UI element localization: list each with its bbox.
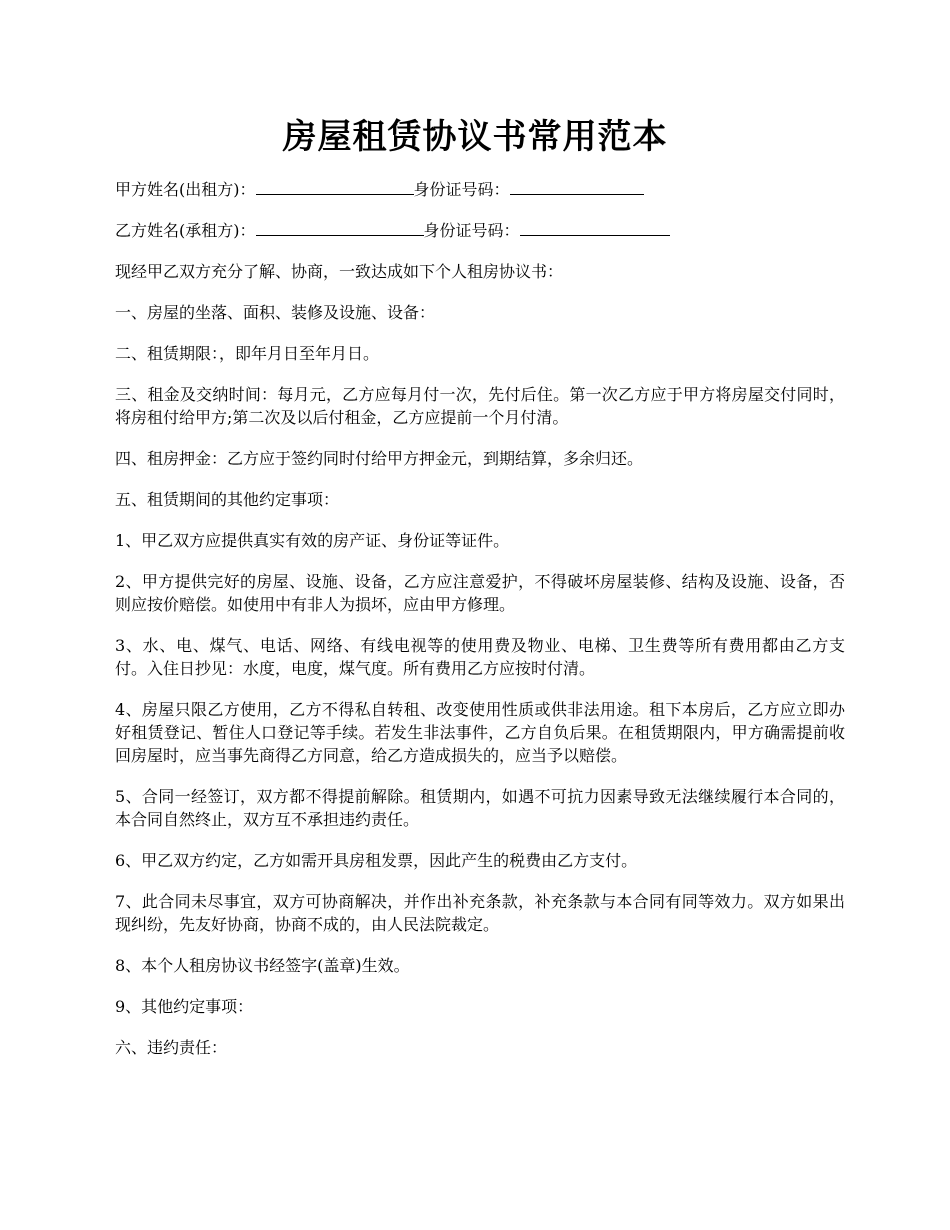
paragraph-intro: 现经甲乙双方充分了解、协商，一致达成如下个人租房协议书： — [115, 262, 564, 281]
party-b-name-blank[interactable] — [256, 219, 424, 236]
party-a-id-label: 身份证号码： — [413, 180, 510, 199]
paragraph-section-6: 六、违约责任： — [115, 1038, 228, 1057]
party-a-line — [115, 178, 845, 201]
paragraph-section-3: 三、租金及交纳时间：每月元，乙方应每月付一次，先付后住。第一次乙方应于甲方将房屋交付同时，将房租付给甲方;第二次及以后付租金，乙方应提前一个月付清。 — [115, 385, 845, 427]
paragraph-section-2: 二、租赁期限：，即年月日至年月日。 — [115, 344, 380, 363]
paragraph-item-4: 4、房屋只限乙方使用，乙方不得私自转租、改变使用性质或供非法用途。租下本房后，乙方应立即办好租赁登记、暂住人口登记等手续。若发生非法事件，乙方自负后果。在租赁期限内，甲方确需提前收回房屋时，应当事先商得乙方同意，给乙方造成损失的，应当予以赔偿。 — [115, 700, 845, 765]
party-b-line — [115, 219, 845, 242]
paragraph-item-6: 6、甲乙双方约定，乙方如需开具房租发票，因此产生的税费由乙方支付。 — [115, 851, 638, 870]
document-title: 房屋租赁协议书常用范本 — [282, 117, 668, 157]
paragraph-item-1: 1、甲乙双方应提供真实有效的房产证、身份证等证件。 — [115, 531, 510, 550]
party-b-id-blank[interactable] — [520, 219, 670, 236]
paragraph-item-2: 2、甲方提供完好的房屋、设施、设备，乙方应注意爱护，不得破坏房屋装修、结构及设施、设备，否则应按价赔偿。如使用中有非人为损坏，应由甲方修理。 — [115, 572, 845, 614]
party-a-id-blank[interactable] — [510, 178, 644, 195]
paragraph-item-5: 5、合同一经签订，双方都不得提前解除。租赁期内，如遇不可抗力因素导致无法继续履行本合同的，本合同自然终止，双方互不承担违约责任。 — [115, 787, 845, 829]
party-a-name-blank[interactable] — [256, 178, 414, 195]
paragraph-item-7: 7、此合同未尽事宜，双方可协商解决，并作出补充条款，补充条款与本合同有同等效力。双方如果出现纠纷，先友好协商，协商不成的，由人民法院裁定。 — [115, 892, 845, 934]
paragraph-item-3: 3、水、电、煤气、电话、网络、有线电视等的使用费及物业、电梯、卫生费等所有费用都由乙方支付。入住日抄见：水度，电度，煤气度。所有费用乙方应按时付清。 — [115, 636, 845, 678]
paragraph-section-4: 四、租房押金：乙方应于签约同时付给甲方押金元，到期结算，多余归还。 — [115, 449, 644, 468]
paragraph-section-1: 一、房屋的坐落、面积、装修及设施、设备： — [115, 303, 436, 322]
paragraph-item-9: 9、其他约定事项： — [115, 997, 254, 1016]
party-b-id-label: 身份证号码： — [423, 221, 520, 240]
party-b-name-label: 乙方姓名(承租方)： — [115, 221, 256, 240]
party-a-name-label: 甲方姓名(出租方)： — [115, 180, 256, 199]
paragraph-item-8: 8、本个人租房协议书经签字(盖章)生效。 — [115, 956, 410, 975]
paragraph-section-5: 五、租赁期间的其他约定事项： — [115, 490, 340, 509]
document-body — [115, 178, 845, 1077]
